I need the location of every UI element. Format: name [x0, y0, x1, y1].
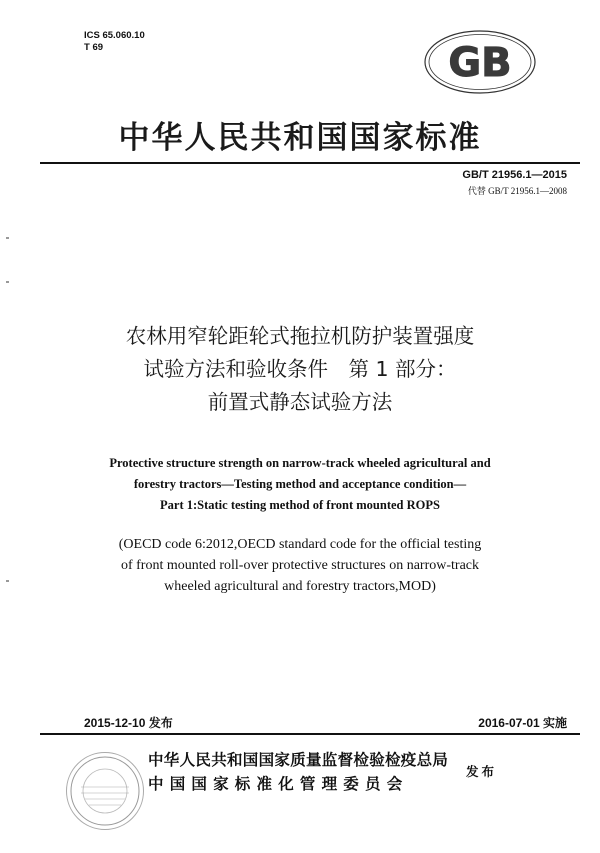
gb-logo-icon: [424, 30, 536, 94]
national-standard-title: 中华人民共和国国家标准: [118, 120, 482, 156]
chinese-title-line: 试验方法和验收条件 第 1 部分：: [143, 357, 457, 381]
english-title: [0, 453, 600, 516]
english-title-line: forestry tractors—Testing method and acceptance condition—: [133, 477, 467, 491]
ics-code: [84, 30, 145, 54]
publish-label: 发布: [466, 764, 498, 779]
seal-stamp-icon: [66, 752, 144, 830]
class-code: T 69: [84, 42, 104, 53]
replaces-standard: 代替 GB/T 21956.1—2008: [467, 186, 567, 196]
oecd-note-line: wheeled agricultural and forestry tractors,MOD): [164, 579, 436, 594]
issue-date: 2015-12-10 发布: [84, 716, 173, 730]
oecd-note-line: (OECD code 6:2012,OECD standard code for the official testing: [118, 537, 482, 552]
ics-number: ICS 65.060.10: [84, 30, 145, 41]
footer-divider: [40, 733, 580, 735]
margin-mark: [6, 281, 9, 283]
english-title-line: Protective structure strength on narrow-track wheeled agricultural and: [109, 456, 491, 470]
implementation-date: 2016-07-01 实施: [478, 716, 567, 730]
header-divider: [40, 162, 580, 164]
oecd-note: [0, 534, 600, 597]
chinese-title-line: 前置式静态试验方法: [207, 390, 393, 414]
standard-number: GB/T 21956.1—2015: [462, 169, 567, 181]
publisher-line: 中华人民共和国国家质量监督检验检疫总局: [148, 751, 449, 769]
oecd-note-line: of front mounted roll-over protective structures on narrow-track: [120, 558, 480, 573]
chinese-title: [0, 320, 600, 419]
margin-mark: [6, 237, 9, 239]
gb-logo-text: GB: [448, 40, 512, 86]
publisher-line: 中国国家标准化管理委员会: [148, 775, 409, 793]
english-title-line: Part 1:Static testing method of front mounted ROPS: [160, 498, 440, 512]
chinese-title-line: 农林用窄轮距轮式拖拉机防护装置强度: [125, 324, 475, 348]
